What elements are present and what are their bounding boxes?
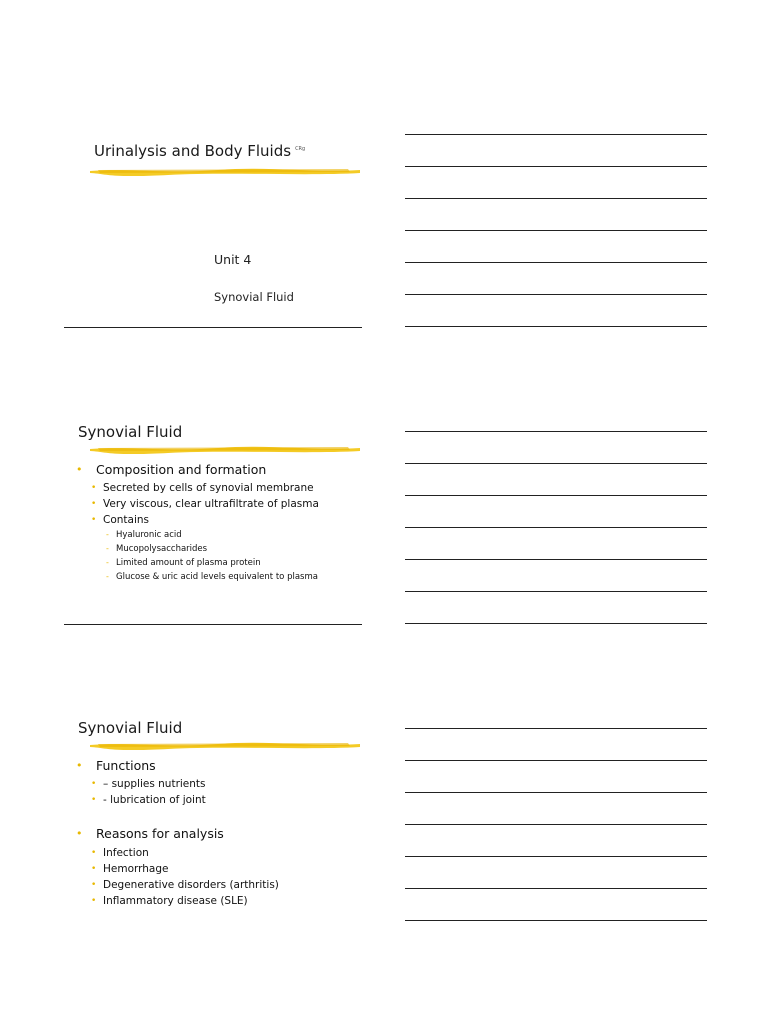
bullet-dot-icon: • [76,463,83,476]
notes-line [405,888,707,889]
bullet-dot-icon: • [91,483,97,493]
slide-3-bullets [76,758,362,909]
subtitle-label: Synovial Fluid [214,290,294,304]
slide-3-title: Synovial Fluid [78,719,183,737]
bullet-item: - Mucopolysaccharides [106,544,208,554]
notes-line [405,326,707,327]
bullet-dot-icon: - [106,558,109,567]
slide-2 [64,420,362,626]
bullet-dot-icon: • [91,864,97,874]
bullet-dot-icon: • [91,779,97,789]
notes-line [405,792,707,793]
notes-line [405,824,707,825]
notes-line [405,134,707,135]
bullet-item: • Infection [91,847,149,859]
slide-2-bullets [76,462,362,584]
yellow-brush-stroke [88,166,362,176]
bullet-item: • Degenerative disorders (arthritis) [91,879,279,891]
bullet-dot-icon: - [106,572,109,581]
yellow-brush-stroke [88,444,362,454]
bullet-item: • Reasons for analysis [76,826,224,841]
bullet-item: • Contains [91,514,150,526]
yellow-brush-stroke [88,740,362,750]
slide-1 [64,130,362,330]
notes-line [405,856,707,857]
notes-line [405,527,707,528]
bullet-dot-icon: • [91,499,97,509]
notes-line [405,728,707,729]
bullet-item: • Very viscous, clear ultrafiltrate of plasma [91,498,319,510]
bullet-item: - Limited amount of plasma protein [106,558,261,568]
bullet-dot-icon: • [91,880,97,890]
bullet-item: • Secreted by cells of synovial membrane [91,482,314,494]
bullet-dot-icon: - [106,530,109,539]
slide-3 [64,716,362,926]
notes-line [405,166,707,167]
notes-line [405,262,707,263]
notes-line [405,294,707,295]
notes-line [405,591,707,592]
slide-2-title: Synovial Fluid [78,423,183,441]
bullet-dot-icon: • [91,896,97,906]
bullet-item: • Hemorrhage [91,863,169,875]
bullet-item: • Inflammatory disease (SLE) [91,895,248,907]
notes-line [405,760,707,761]
bullet-item: - Glucose & uric acid levels equivalent to plasma [106,572,318,582]
unit-label: Unit 4 [214,252,252,267]
bullet-item: • Functions [76,758,156,773]
bullet-dot-icon: • [91,515,97,525]
bullet-dot-icon: • [76,827,83,840]
notes-line [405,230,707,231]
slide-1-title: Urinalysis and Body Fluids $^{CRg}$ [94,142,306,160]
bullet-item: • Composition and formation [76,462,267,477]
notes-line [405,559,707,560]
notes-line [405,198,707,199]
bullet-dot-icon: • [76,759,83,772]
slide-1-bottom-rule [64,327,362,328]
notes-line [405,920,707,921]
bullet-item: • – supplies nutrients [91,778,206,790]
title-superscript: CRg [295,146,306,152]
notes-line [405,463,707,464]
bullet-dot-icon: • [91,848,97,858]
notes-line [405,495,707,496]
bullet-item: • - lubrication of joint [91,794,206,806]
bullet-dot-icon: - [106,544,109,553]
slide-2-bottom-rule [64,624,362,625]
bullet-dot-icon: • [91,795,97,805]
bullet-item: - Hyaluronic acid [106,530,182,540]
notes-line [405,431,707,432]
notes-line [405,623,707,624]
